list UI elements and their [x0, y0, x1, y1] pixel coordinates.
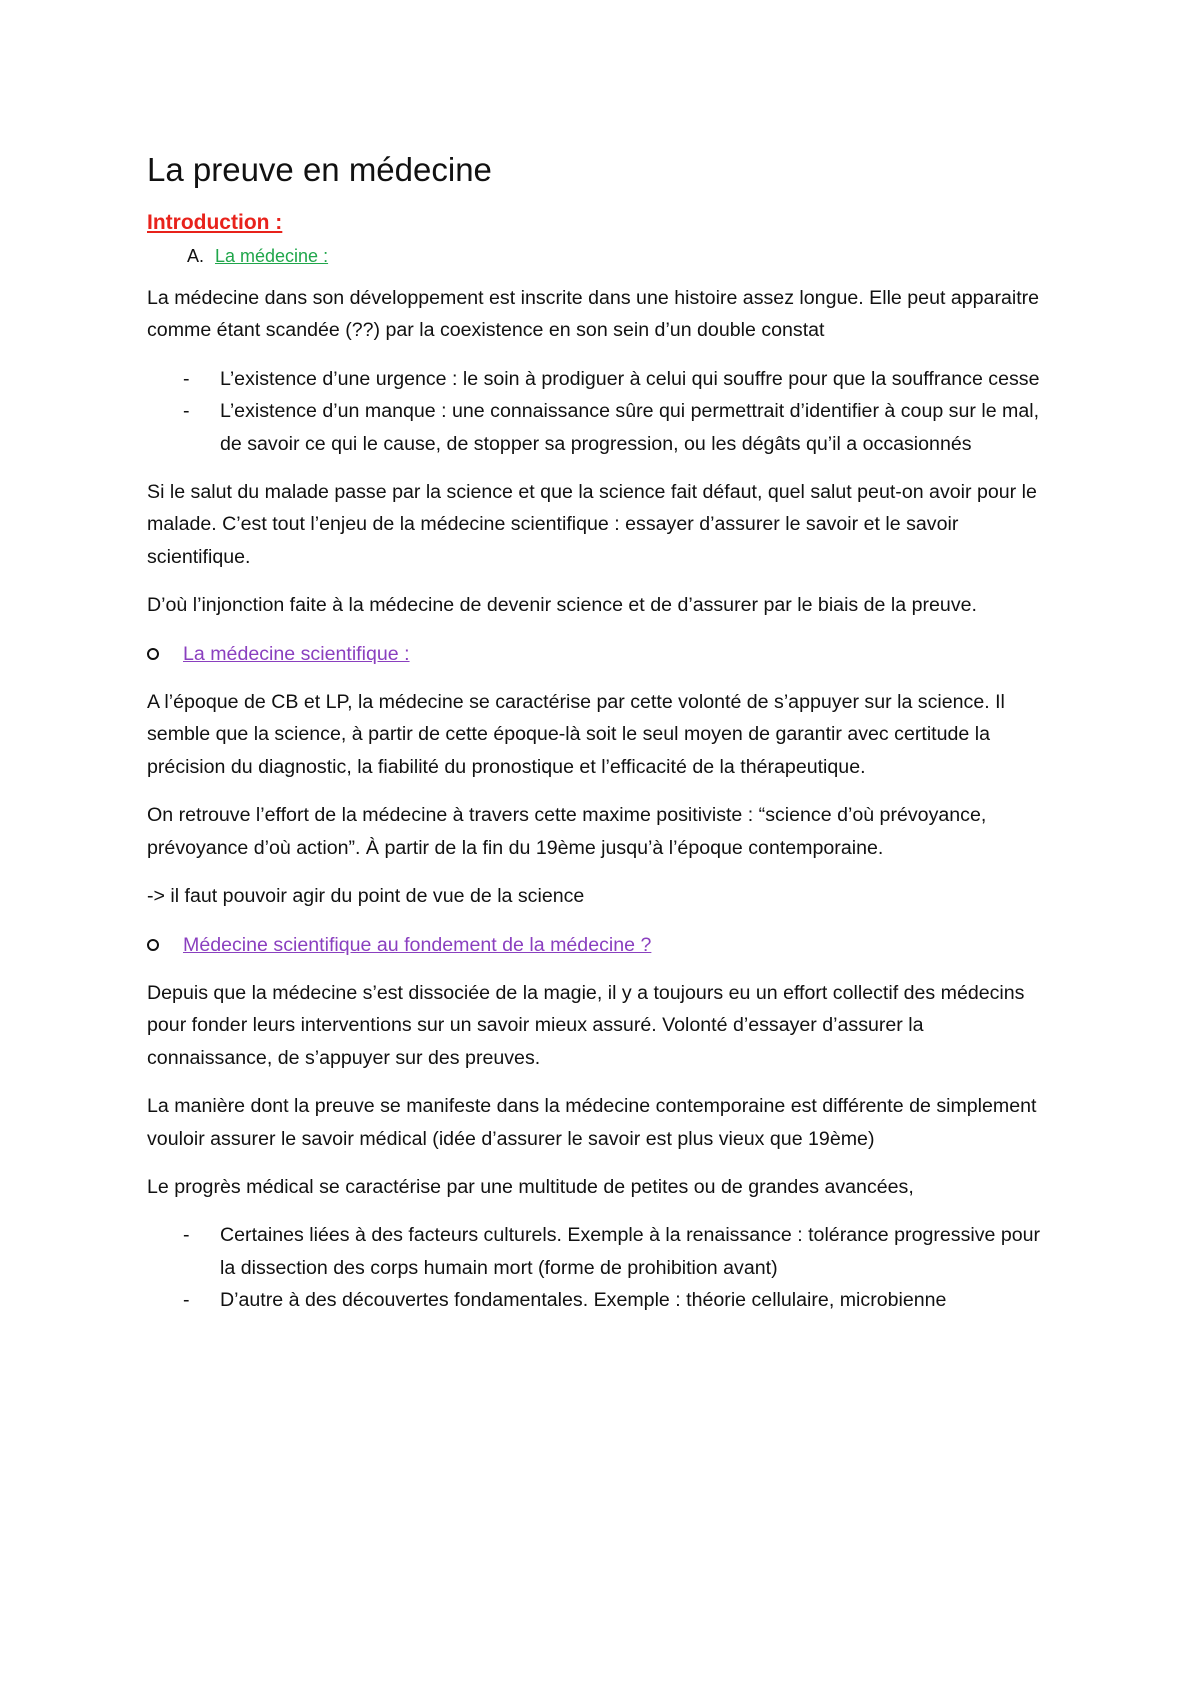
- document-page: [147, 150, 1052, 1333]
- sub-heading-label: La médecine :: [215, 246, 329, 266]
- sub-heading-marker: A.: [187, 246, 205, 266]
- heading-label: La médecine scientifique :: [183, 642, 410, 665]
- list-item: [147, 363, 1052, 395]
- dash-marker: -: [183, 367, 190, 390]
- list-item: [147, 1219, 1052, 1284]
- dash-marker: -: [183, 1224, 190, 1247]
- paragraph: La manière dont la preuve se manifeste dans la médecine contemporaine est différente de simplement vouloir assurer le savoir médical (idée d’assurer le savoir est plus vieux que 19ème): [147, 1095, 1037, 1150]
- heading-scientific-medicine: [147, 638, 1052, 670]
- sub-heading-la-medecine: [147, 242, 1052, 270]
- dash-list: [147, 1219, 1052, 1316]
- list-item: [147, 1284, 1052, 1316]
- paragraph: Si le salut du malade passe par la science et que la science fait défaut, quel salut peut-on avoir pour le malade. C’est tout l’enjeu de la médecine scientifique : essayer d’assurer le savoir et le savoir scientifique.: [147, 481, 1037, 568]
- heading-label: Médecine scientifique au fondement de la médecine ?: [183, 933, 652, 956]
- list-item-text: L’existence d’une urgence : le soin à prodiguer à celui qui souffre pour que la souffrance cesse: [220, 367, 1040, 390]
- dash-marker: -: [183, 400, 190, 423]
- circle-bullet-icon: [147, 939, 159, 951]
- paragraph: On retrouve l’effort de la médecine à travers cette maxime positiviste : “science d’où prévoyance, prévoyance d’où action”. À partir de la fin du 19ème jusqu’à l’époque contemporaine.: [147, 804, 987, 859]
- circle-bullet-icon: [147, 648, 159, 660]
- heading-foundation: [147, 929, 1052, 961]
- paragraph: D’où l’injonction faite à la médecine de devenir science et de d’assurer par le biais de la preuve.: [147, 594, 977, 617]
- paragraph: Le progrès médical se caractérise par une multitude de petites ou de grandes avancées,: [147, 1175, 914, 1198]
- list-item: [147, 395, 1052, 460]
- dash-marker: -: [183, 1289, 190, 1312]
- paragraph: -> il faut pouvoir agir du point de vue de la science: [147, 885, 585, 908]
- dash-list: [147, 363, 1052, 460]
- list-item-text: D’autre à des découvertes fondamentales. Exemple : théorie cellulaire, microbienne: [220, 1289, 947, 1312]
- paragraph: La médecine dans son développement est inscrite dans une histoire assez longue. Elle peut apparaitre comme étant scandée (??) par la coexistence en son sein d’un double constat: [147, 287, 1040, 342]
- paragraph: Depuis que la médecine s’est dissociée de la magie, il y a toujours eu un effort collectif des médecins pour fonder leurs interventions sur un savoir mieux assuré. Volonté d’essayer d’assurer la connaissance, de s’appuyer sur des preuves.: [147, 981, 1025, 1069]
- paragraph: A l’époque de CB et LP, la médecine se caractérise par cette volonté de s’appuyer sur la science. Il semble que la science, à partir de cette époque-là soit le seul moyen de garantir avec certitude la précision du diagnostic, la fiabilité du pronostique et l’efficacité de la thérapeutique.: [147, 691, 1005, 778]
- page-title: La preuve en médecine: [147, 151, 492, 188]
- list-item-text: L’existence d’un manque : une connaissance sûre qui permettrait d’identifier à coup sur le mal, de savoir ce qui le cause, de stopper sa progression, ou les dégâts qu’il a occasionnés: [220, 400, 1040, 455]
- intro-heading: Introduction :: [147, 211, 283, 234]
- list-item-text: Certaines liées à des facteurs culturels. Exemple à la renaissance : tolérance progressive pour la dissection des corps humain mort (forme de prohibition avant): [220, 1224, 1041, 1279]
